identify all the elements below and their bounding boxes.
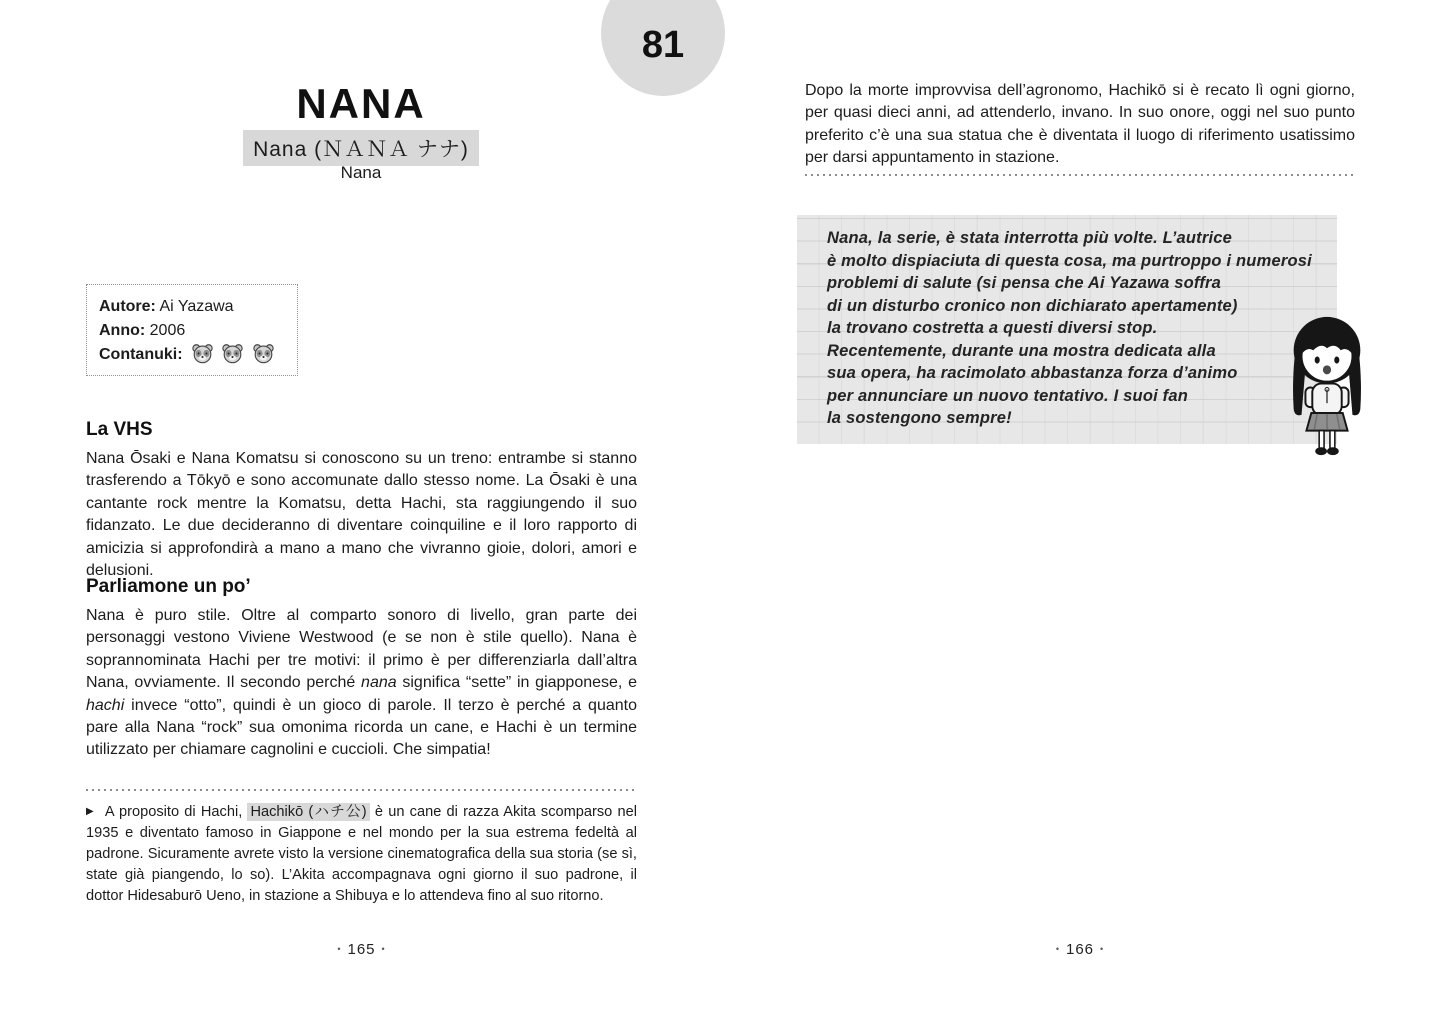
- arrow-marker-icon: ▶: [86, 806, 95, 817]
- text-segment: significa “sette” in giapponese, e: [396, 674, 637, 692]
- note-line: per annunciare un nuovo tentativo. I suoi fan: [827, 386, 1189, 405]
- chibi-girl-illustration: [1278, 311, 1376, 463]
- page-dot-icon: •: [337, 944, 342, 954]
- year-label: Anno:: [99, 322, 146, 339]
- page-dot-icon: •: [1100, 944, 1105, 954]
- contanuki-label: Contanuki:: [99, 346, 183, 364]
- note-line: Nana, la serie, è stata interrotta più volte. L’autrice: [827, 229, 1232, 247]
- note-line: problemi di salute (si pensa che Ai Yazawa soffra: [827, 274, 1222, 293]
- page-dot-icon: •: [1055, 944, 1060, 954]
- entry-number: 81: [641, 23, 685, 66]
- page-number-right: [805, 941, 1355, 958]
- dotted-divider-right: [805, 174, 1355, 176]
- note-line: Recentemente, durante una mostra dedicata alla: [827, 341, 1216, 360]
- intro-paragraph: Dopo la morte improvvisa dell’agronomo, Hachikō si è recato lì ogni giorno, per quasi dieci anni, ad attenderlo, invano. In suo onore, oggi nel suo punto preferito c’è una sua statua che è diventata il luogo di riferimento usatissimo per darsi appuntamento in stazione.: [805, 82, 1355, 167]
- year-value: 2006: [149, 322, 186, 339]
- text-segment: è un cane di razza Akita scomparso nel 1935 e diventato famoso in Giappone e nel mondo per la sua estrema fedeltà al padrone. Sicuramente avrete visto la versione cinematografica della sua storia (se sì, state già piangendo, lo so). L’Akita accompagnava ogni giorno il suo padrone, il dottor Hidesaburō Ueno, in stazione a Shibuya e lo attendeva fino al suo ritorno.: [86, 804, 637, 904]
- note-line: di un disturbo cronico non dichiarato apertamente): [827, 296, 1238, 315]
- info-row-year: [99, 319, 285, 343]
- text-segment: hachi: [86, 696, 125, 714]
- note-line: sua opera, ha racimolato abbastanza forza d’animo: [827, 364, 1238, 383]
- page-number-left: [86, 941, 637, 958]
- title-japanese: Nana (ＮＡＮＡ ナナ): [243, 130, 479, 166]
- dotted-divider-left: [86, 789, 637, 791]
- author-label: Autore:: [99, 298, 156, 315]
- footnote-text: [86, 803, 637, 904]
- section-body-la-vhs: Nana Ōsaki e Nana Komatsu si conoscono su un treno: entrambe si stanno trasferendo a Tōkyō e sono accomunate dallo stesso nome. La Ōsaki è una cantante rock mentre la Komatsu, detta Hachi, sta raggiungendo il suo fidanzato. Le due decideranno di diventare coinquiline e il loro rapporto di amicizia si approfondirà a mano a mano che vivranno gioie, dolori, amori e delusioni.: [86, 450, 637, 580]
- note-line: la sostengono sempre!: [827, 409, 1012, 428]
- tanuki-icon: [252, 346, 278, 363]
- text-segment: invece “otto”, quindi è un gioco di parole. Il terzo è perché a quanto pare alla Nana “rock” sua omonima ricorda un cane, e Hachi è un termine utilizzato per chiamare cagnolini e cuccioli. Che simpatia!: [86, 696, 637, 759]
- info-box: [86, 284, 298, 376]
- tanuki-icon: [221, 346, 247, 363]
- text-segment: Hachikō (ハチ公): [247, 803, 369, 821]
- text-segment: Nana è puro stile. Oltre al comparto sonoro di livello, gran parte dei personaggi vestono Viviene Westwood (e se non è stile quello). Nana è soprannominata Hachi per tre motivi: il primo è per differenziarla dall’altra Nana, ovviamente. Il secondo perché: [86, 607, 637, 692]
- section-body-parliamone: [86, 605, 637, 762]
- section-heading-la-vhs: La VHS: [86, 419, 153, 440]
- text-segment: A proposito di Hachi,: [104, 804, 248, 820]
- note-line: è molto dispiaciuta di questa cosa, ma purtroppo i numerosi: [827, 251, 1312, 270]
- page-number-value: 165: [347, 941, 376, 958]
- page-number-value: 166: [1065, 941, 1095, 958]
- title-romaji: Nana: [340, 163, 382, 182]
- page-title: NANA: [296, 80, 426, 127]
- page-dot-icon: •: [381, 944, 386, 954]
- subtitle-row: [85, 130, 637, 166]
- footnote: [86, 801, 637, 907]
- author-value: Ai Yazawa: [159, 298, 234, 315]
- note-line: la trovano costretta a questi diversi stop.: [827, 319, 1158, 338]
- text-segment: nana: [361, 674, 397, 692]
- info-row-contanuki: [99, 343, 285, 367]
- info-row-author: [99, 295, 285, 319]
- handwritten-note-box: [797, 215, 1337, 444]
- contanuki-rating: [191, 343, 278, 367]
- tanuki-icon: [191, 346, 217, 363]
- section-heading-parliamone: Parliamone un po’: [86, 576, 251, 597]
